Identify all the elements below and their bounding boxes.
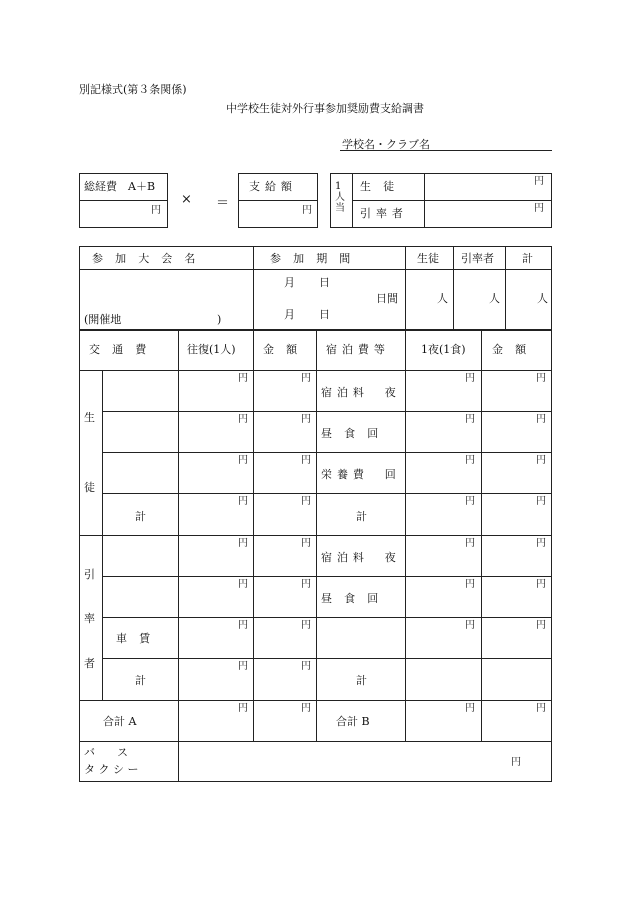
yen-lodging-r1: 円 (536, 414, 546, 425)
transport-header: 交通費 (89, 343, 159, 356)
amount-header-right: 金額 (492, 343, 539, 356)
taxi-label: タ ク シ ー (84, 763, 139, 776)
yen-transport-r1: 円 (301, 414, 311, 425)
start-month: 月 (284, 276, 295, 289)
chaperones-lunch: 昼食回 (321, 592, 391, 605)
form-reference: 別記様式(第３条関係) (79, 83, 187, 96)
yen-transport-r3: 円 (301, 496, 311, 507)
col-total: 計 (522, 252, 533, 265)
times-sign: × (181, 192, 192, 207)
payment-yen: 円 (302, 205, 312, 216)
chaperones-transport-subtotal: 計 (135, 674, 146, 687)
yen-transport-r5: 円 (238, 579, 248, 590)
per-person-label: 1人当 (335, 181, 345, 214)
total-a-label: 合計 A (103, 715, 137, 728)
side-label-students-1: 生 (84, 411, 95, 424)
yen-transport-r0: 円 (238, 373, 248, 384)
document-title: 中学校生徒対外行事参加奨励費支給調書 (226, 102, 424, 115)
bus-taxi-yen: 円 (511, 757, 521, 768)
col-students: 生徒 (417, 252, 439, 265)
end-month: 月 (284, 308, 295, 321)
yen-transport-r1: 円 (238, 414, 248, 425)
school-club-underline (340, 150, 552, 151)
yen-lodging-r5: 円 (536, 579, 546, 590)
students-lunch: 昼食回 (321, 427, 391, 440)
students-lodging-subtotal: 計 (356, 510, 367, 523)
yen-transport-r6: 円 (238, 620, 248, 631)
lodging-header: 宿泊費等 (326, 343, 390, 356)
venue-label: (開催地 (84, 313, 122, 326)
total-count-unit: 人 (537, 292, 548, 305)
side-label-chaperones-3: 者 (84, 657, 95, 670)
yen-lodging-r1: 円 (465, 414, 475, 425)
col-chaperones: 引率者 (461, 252, 494, 265)
total-cost-label: 総経費 A＋B (84, 180, 156, 193)
students-count-unit: 人 (437, 292, 448, 305)
students-transport-subtotal: 計 (135, 510, 146, 523)
yen-transport-r5: 円 (301, 579, 311, 590)
per-person-chaperones-label: 引率者 (360, 207, 408, 220)
school-club-label: 学校名・クラブ名 (342, 138, 430, 151)
total-b-label: 合計 B (336, 715, 370, 728)
students-lodging-fee: 宿泊料 夜 (321, 386, 401, 399)
per-person-students-label: 生徒 (360, 180, 407, 193)
yen-transport-r3: 円 (238, 496, 248, 507)
side-label-chaperones-1: 引 (84, 568, 95, 581)
yen-lodging-r0: 円 (536, 373, 546, 384)
yen-lodging-r8: 円 (465, 703, 475, 714)
yen-lodging-r6: 円 (536, 620, 546, 631)
yen-transport-r4: 円 (301, 538, 311, 549)
per-person-students-yen: 円 (534, 176, 544, 187)
yen-transport-r8: 円 (238, 703, 248, 714)
total-cost-yen: 円 (151, 205, 161, 216)
yen-transport-r7: 円 (301, 661, 311, 672)
students-nutrition-fee: 栄養費 回 (321, 468, 401, 481)
side-label-students-2: 徒 (84, 481, 95, 494)
equals-sign: ＝ (216, 196, 230, 211)
days-label: 日間 (376, 292, 398, 305)
col-event-name: 参加大会名 (92, 252, 208, 265)
yen-transport-r4: 円 (238, 538, 248, 549)
chaperones-fare-label: 車賃 (116, 632, 163, 645)
yen-lodging-r5: 円 (465, 579, 475, 590)
col-period: 参加期間 (270, 252, 363, 265)
chaperones-lodging-fee: 宿泊料 夜 (321, 551, 401, 564)
start-day: 日 (319, 276, 330, 289)
yen-lodging-r0: 円 (465, 373, 475, 384)
yen-transport-r8: 円 (301, 703, 311, 714)
yen-lodging-r4: 円 (536, 538, 546, 549)
yen-transport-r2: 円 (238, 455, 248, 466)
yen-lodging-r3: 円 (465, 496, 475, 507)
venue-close: ) (217, 313, 222, 326)
side-label-chaperones-2: 率 (84, 612, 95, 625)
roundtrip-header: 往復(1人) (187, 343, 236, 356)
yen-lodging-r2: 円 (465, 455, 475, 466)
yen-lodging-r6: 円 (465, 620, 475, 631)
yen-lodging-r4: 円 (465, 538, 475, 549)
yen-transport-r7: 円 (238, 661, 248, 672)
yen-transport-r2: 円 (301, 455, 311, 466)
end-day: 日 (319, 308, 330, 321)
yen-transport-r6: 円 (301, 620, 311, 631)
yen-lodging-r3: 円 (536, 496, 546, 507)
bus-label: バ ス (84, 746, 128, 759)
amount-header-left: 金額 (263, 343, 310, 356)
yen-lodging-r8: 円 (536, 703, 546, 714)
chaperones-count-unit: 人 (489, 292, 500, 305)
per-person-chaperones-yen: 円 (534, 203, 544, 214)
yen-transport-r0: 円 (301, 373, 311, 384)
chaperones-lodging-subtotal: 計 (356, 674, 367, 687)
yen-lodging-r2: 円 (536, 455, 546, 466)
per-night-header: 1夜(1食) (421, 343, 466, 356)
payment-label: 支給額 (249, 180, 297, 193)
